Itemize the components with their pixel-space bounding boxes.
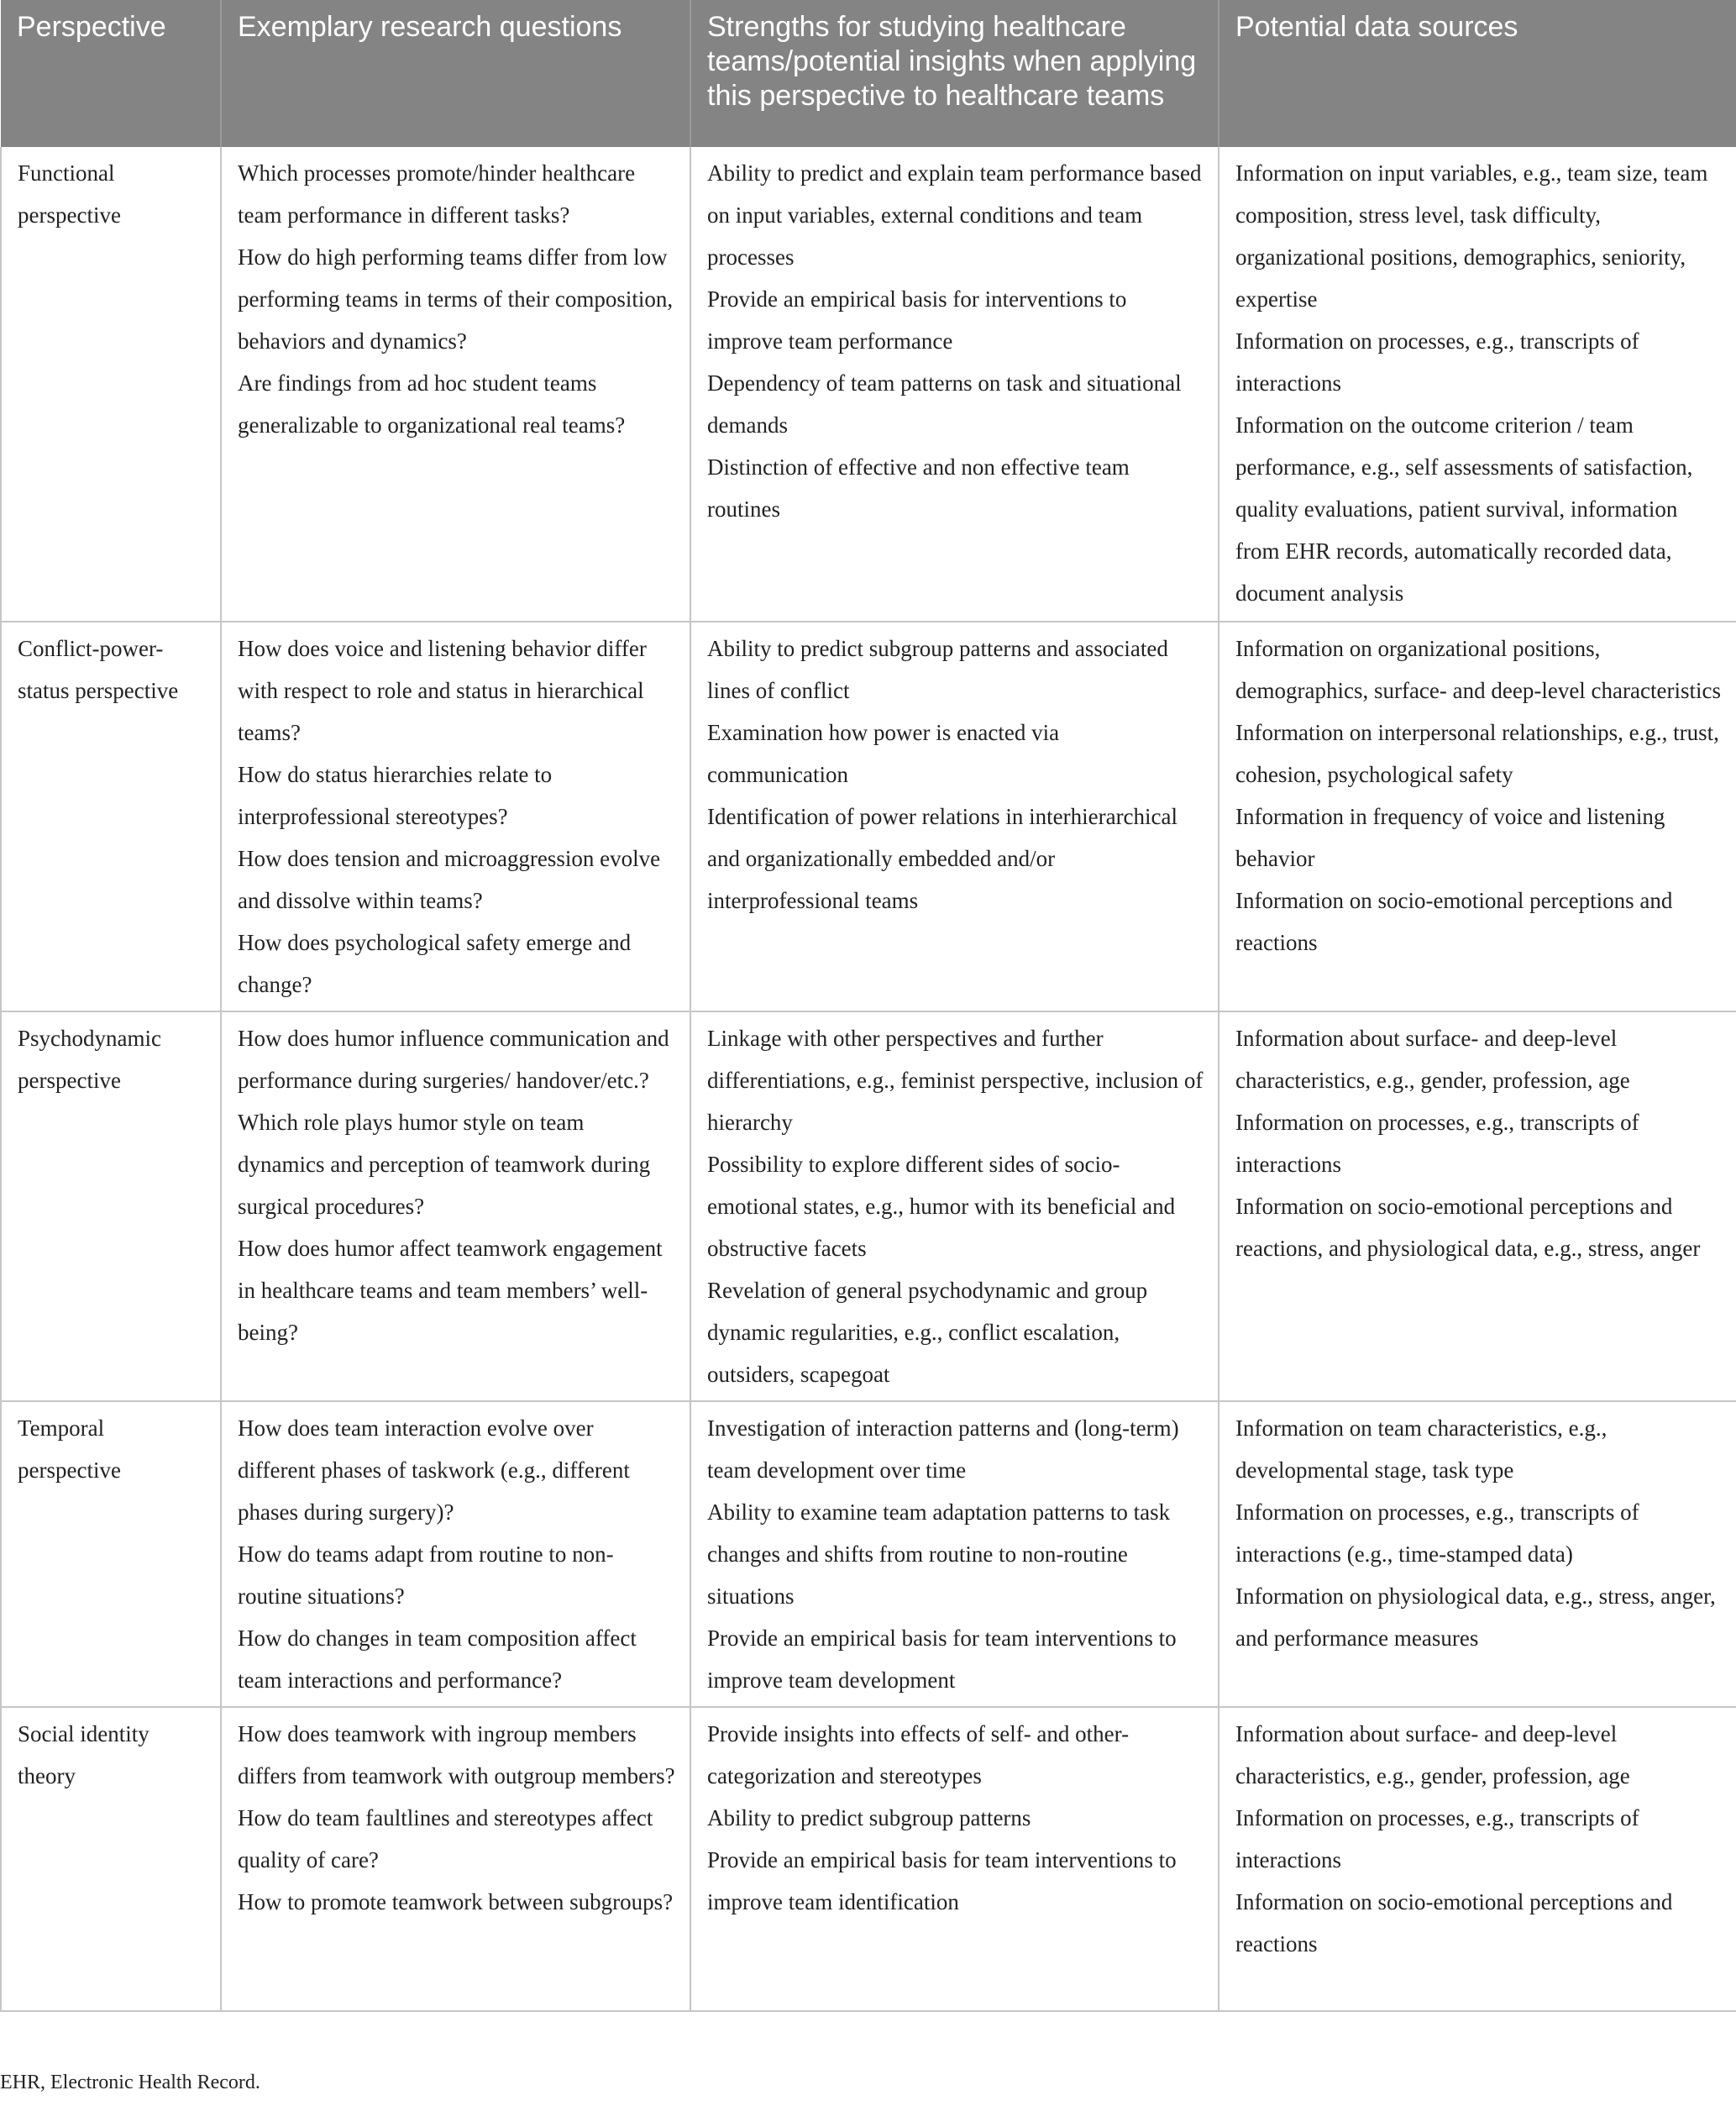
question-cell <box>221 1707 690 2011</box>
table-body <box>1 147 1736 2011</box>
perspective-cell: Temporal perspective <box>1 1401 221 1707</box>
question-cell <box>221 1011 690 1401</box>
strength-cell <box>690 1707 1219 2011</box>
source-line: Information on processes, e.g., transcripts of interactions <box>1235 328 1639 396</box>
source-line: Information on processes, e.g., transcripts of interactions <box>1235 1805 1639 1872</box>
strength-line: Possibility to explore different sides of socio-emotional states, e.g., humor with its beneficial and obstructive facets <box>707 1152 1176 1261</box>
source-cell <box>1219 147 1736 622</box>
strength-line: Revelation of general psychodynamic and group dynamic regularities, e.g., conflict escalation, outsiders, scapegoat <box>707 1278 1148 1387</box>
source-line: Information on socio-emotional perceptions and reactions <box>1235 888 1673 955</box>
header-row <box>1 0 1736 147</box>
perspective-cell: Functional perspective <box>1 147 221 622</box>
source-cell <box>1219 1401 1736 1707</box>
strength-line: Ability to examine team adaptation patterns to task changes and shifts from routine to non-routine situations <box>707 1499 1171 1609</box>
strength-line: Provide insights into effects of self- and other-categorization and stereotypes <box>707 1721 1130 1788</box>
source-line: Information on socio-emotional perceptions and reactions <box>1235 1889 1673 1956</box>
question-line: Are findings from ad hoc student teams generalizable to organizational real teams? <box>238 370 626 438</box>
strength-line: Examination how power is enacted via communication <box>707 720 1060 787</box>
header-research-questions: Exemplary research questions <box>221 0 690 147</box>
source-line: Information on interpersonal relationships, e.g., trust, cohesion, psychological safety <box>1235 720 1719 787</box>
table-header <box>1 0 1736 147</box>
source-line: Information on team characteristics, e.g., developmental stage, task type <box>1235 1415 1608 1483</box>
table-row <box>1 1011 1736 1401</box>
strength-line: Investigation of interaction patterns and (long-term) team development over time <box>707 1415 1179 1483</box>
source-line: Information about surface- and deep-level characteristics, e.g., gender, profession, age <box>1235 1721 1630 1788</box>
question-line: Which processes promote/hinder healthcare team performance in different tasks? <box>238 160 636 228</box>
source-cell <box>1219 1707 1736 2011</box>
table-row <box>1 1401 1736 1707</box>
source-line: Information in frequency of voice and listening behavior <box>1235 804 1665 871</box>
question-cell <box>221 1401 690 1707</box>
strength-line: Linkage with other perspectives and further differentiations, e.g., feminist perspective, inclusion of hierarchy <box>707 1026 1204 1135</box>
source-cell <box>1219 1011 1736 1401</box>
strength-line: Ability to predict subgroup patterns <box>707 1805 1031 1830</box>
header-strengths: Strengths for studying healthcare teams/potential insights when applying this perspective to healthcare teams <box>690 0 1219 147</box>
strength-cell <box>690 147 1219 622</box>
question-line: How do teams adapt from routine to non-routine situations? <box>238 1541 614 1609</box>
question-line: How do team faultlines and stereotypes affect quality of care? <box>238 1805 653 1872</box>
perspective-cell: Conflict-power-status perspective <box>1 622 221 1011</box>
question-line: How do changes in team composition affect team interactions and performance? <box>238 1625 637 1693</box>
table-row <box>1 622 1736 1011</box>
source-line: Information on input variables, e.g., team size, team composition, stress level, task difficulty, organizational positions, demographics, seniority, expertise <box>1235 160 1708 312</box>
strength-line: Ability to predict and explain team performance based on input variables, external conditions and team processes <box>707 160 1202 270</box>
strength-line: Ability to predict subgroup patterns and associated lines of conflict <box>707 636 1168 703</box>
question-line: How does tension and microaggression evolve and dissolve within teams? <box>238 846 661 913</box>
header-data-sources: Potential data sources <box>1219 0 1736 147</box>
question-line: How does psychological safety emerge and change? <box>238 930 632 997</box>
strength-line: Identification of power relations in interhierarchical and organizationally embedded and/or interprofessional teams <box>707 804 1178 913</box>
strength-line: Provide an empirical basis for team interventions to improve team identification <box>707 1847 1177 1914</box>
question-line: How to promote teamwork between subgroups? <box>238 1889 674 1914</box>
strength-line: Distinction of effective and non effective team routines <box>707 454 1130 522</box>
question-line: How does voice and listening behavior differ with respect to role and status in hierarchical teams? <box>238 636 647 745</box>
table-footnote: EHR, Electronic Health Record. <box>0 2072 260 2093</box>
strength-cell <box>690 1401 1219 1707</box>
strength-cell <box>690 622 1219 1011</box>
question-line: How do status hierarchies relate to interprofessional stereotypes? <box>238 762 553 829</box>
question-line: How does team interaction evolve over different phases of taskwork (e.g., different phases during surgery)? <box>238 1415 630 1525</box>
perspective-cell: Social identity theory <box>1 1707 221 2011</box>
strength-cell <box>690 1011 1219 1401</box>
source-cell <box>1219 622 1736 1011</box>
source-line: Information on socio-emotional perceptions and reactions, and physiological data, e.g., stress, anger <box>1235 1194 1701 1261</box>
question-line: How do high performing teams differ from low performing teams in terms of their composition, behaviors and dynamics? <box>238 244 674 354</box>
strength-line: Provide an empirical basis for team interventions to improve team development <box>707 1625 1177 1693</box>
question-line: Which role plays humor style on team dynamics and perception of teamwork during surgical procedures? <box>238 1110 651 1219</box>
strength-line: Dependency of team patterns on task and situational demands <box>707 370 1182 438</box>
question-line: How does humor affect teamwork engagement in healthcare teams and team members’ well- being? <box>238 1236 663 1345</box>
source-line: Information on processes, e.g., transcripts of interactions (e.g., time-stamped data) <box>1235 1499 1639 1567</box>
source-line: Information on the outcome criterion / team performance, e.g., self assessments of satisfaction, quality evaluations, patient survival, information from EHR records, automatically recorded data, document analysis <box>1235 412 1693 606</box>
question-cell <box>221 147 690 622</box>
source-line: Information on physiological data, e.g., stress, anger, and performance measures <box>1235 1583 1716 1651</box>
question-line: How does humor influence communication and performance during surgeries/ handover/etc.? <box>238 1026 669 1093</box>
table-row <box>1 147 1736 622</box>
source-line: Information on organizational positions, demographics, surface- and deep-level characteristics <box>1235 636 1721 703</box>
perspective-cell: Psychodynamic perspective <box>1 1011 221 1401</box>
question-line: How does teamwork with ingroup members differs from teamwork with outgroup members? <box>238 1721 675 1788</box>
source-line: Information on processes, e.g., transcripts of interactions <box>1235 1110 1639 1177</box>
header-perspective: Perspective <box>1 0 221 147</box>
table-row <box>1 1707 1736 2011</box>
question-cell <box>221 622 690 1011</box>
source-line: Information about surface- and deep-level characteristics, e.g., gender, profession, age <box>1235 1026 1630 1093</box>
strength-line: Provide an empirical basis for interventions to improve team performance <box>707 286 1127 354</box>
